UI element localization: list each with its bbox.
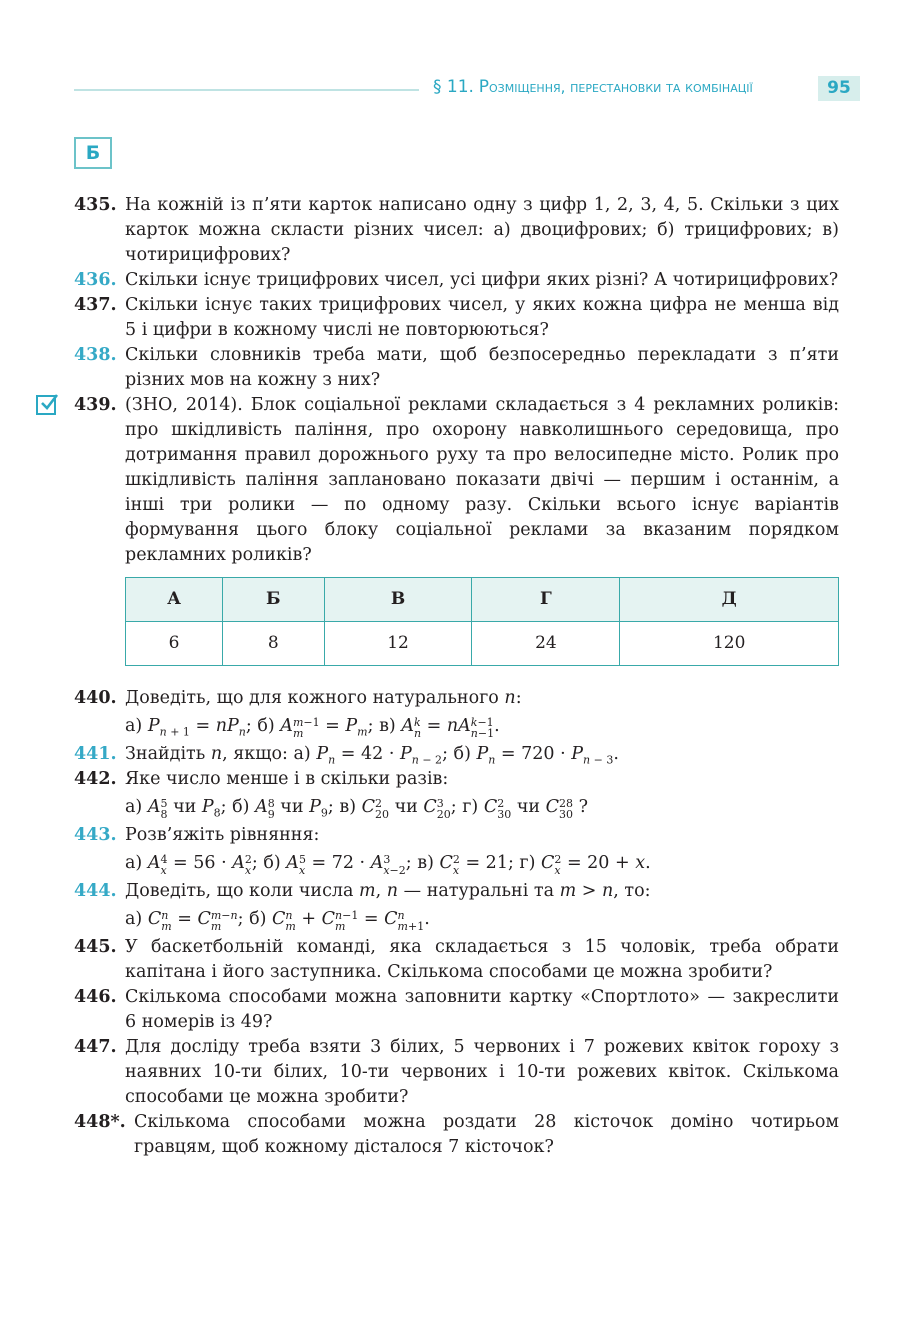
header-rule <box>74 89 419 91</box>
label-b: б) <box>257 716 275 736</box>
problem-441: 441. Знайдіть n, якщо: а) $P_n = 42 \cdot P_{n - 2}$; б) $P_n = 720 \cdot P_{n - 3}$. <box>74 744 619 767</box>
problem-number: 442. <box>74 769 117 789</box>
answer-table-header-row <box>126 578 839 622</box>
label-a: а) <box>125 909 143 929</box>
problem-number: 441. <box>74 744 117 764</box>
problem-number: 445. <box>74 937 117 957</box>
colon: : <box>515 688 522 708</box>
problem-number: 437. <box>74 295 117 315</box>
answer-option-header: Д <box>620 578 839 622</box>
problem-436 <box>74 268 839 293</box>
problem-text: На кожній із п’яти карток написано одну з цифр 1, 2, 3, 4, 5. Скільки з цих карток можна скласти різних чисел: а) двоцифрових; б) трицифрових; в) чотирицифрових? <box>125 195 839 265</box>
label-v: в) <box>339 797 357 817</box>
problem-442-formulas: а) A 5 8 чи $P_8$; б) A 8 9 чи $P_9$; в) C 2 20 чи C 3 20 ; г) C 2 30 чи C 28 30 ? <box>125 796 588 821</box>
difficulty-level-badge: Б <box>74 137 112 169</box>
problem-440-formulas: а) $P_{n + 1} = nP_n$; б) A m−1 m = $P_m$; в) A k n = nA k−1 n−1 . <box>125 715 500 740</box>
problem-text: Скільки існує таких трицифрових чисел, у яких кожна цифра не менша від 5 і цифри в кожному числі не повторюються? <box>125 295 839 340</box>
page-number: 95 <box>818 76 860 101</box>
problem-number: 448*. <box>74 1112 126 1132</box>
section-title-rest: озміщення, перестановки та комбінації <box>489 78 753 96</box>
section-label: § 11. <box>433 77 474 97</box>
label-b: б) <box>232 797 250 817</box>
answer-option-value: 12 <box>324 622 472 666</box>
answer-option-header: Г <box>472 578 620 622</box>
word-chy: чи <box>516 797 541 817</box>
answer-option-header: В <box>324 578 472 622</box>
label-a: а) <box>125 716 143 736</box>
problem-443 <box>74 823 839 876</box>
problem-text: Скільки словників треба мати, щоб безпосередньо перекладати з п’яти різних мов на кожну з них? <box>125 345 839 390</box>
problem-text: Скількома способами можна заповнити картку «Спортлото» — закреслити 6 номерів із 49? <box>125 987 839 1032</box>
answer-table <box>125 577 839 666</box>
problem-text: Яке число менше і в скільки разів: <box>125 769 449 789</box>
problem-number: 440. <box>74 688 117 708</box>
problem-text: Скільки існує трицифрових чисел, усі цифри яких різні? А чотирицифрових? <box>125 270 839 290</box>
problem-text: Для досліду треба взяти 3 білих, 5 червоних і 7 рожевих квіток гороху з наявних 10-ти білих, 10-ти червоних і 10-ти рожевих квіток. Скількома способами це можна зробити? <box>125 1037 839 1107</box>
section-title <box>433 77 753 97</box>
label-g: г) <box>519 853 536 873</box>
label-b: б) <box>249 909 267 929</box>
problems-content <box>74 193 839 1160</box>
problem-text: Розв’яжіть рівняння: <box>125 825 320 845</box>
problem-text-rest: , якщо: <box>222 744 288 764</box>
problem-439 <box>74 393 839 568</box>
problem-438 <box>74 343 839 393</box>
problem-445 <box>74 935 839 985</box>
label-b: б) <box>263 853 281 873</box>
problem-number: 447. <box>74 1037 117 1057</box>
label-a: а) <box>125 797 143 817</box>
label-b: б) <box>453 744 471 764</box>
problem-text: Доведіть, що коли числа <box>125 881 354 901</box>
label-a: а) <box>125 853 143 873</box>
problem-number: 446. <box>74 987 117 1007</box>
problem-440 <box>74 686 839 739</box>
answer-option-value: 120 <box>620 622 839 666</box>
label-v: в) <box>417 853 434 873</box>
problem-number: 436. <box>74 270 117 290</box>
problem-number: 435. <box>74 195 117 215</box>
problem-437 <box>74 293 839 343</box>
problem-number: 439. <box>74 395 117 415</box>
problem-number: 444. <box>74 881 117 901</box>
problem-text: (ЗНО, 2014). Блок соціальної реклами складається з 4 рекламних роликів: про шкідливість паління, про охорону навколишнього середовища, про дотримання правил дорожнього руху та про велосипедне місто. Ролик про шкідливість паління заплановано показати двічі — першим і останнім, а інші три ролики — по одному разу. Скільки всього існує варіантів формування цього блоку соціальної реклами за вказаним порядком рекламних роликів? <box>125 395 839 565</box>
problem-text-end: , то: <box>613 881 651 901</box>
variable-n: n <box>504 688 516 708</box>
problem-number: 438. <box>74 345 117 365</box>
label-v: в) <box>379 716 396 736</box>
problem-444-formulas: а) C n m = C m−n m ; б) C n m + C n−1 m = C n m+1 . <box>125 908 430 933</box>
problem-text-middle: — натуральні та <box>403 881 554 901</box>
word-chy: чи <box>394 797 418 817</box>
problem-442 <box>74 767 839 820</box>
answer-option-header: Б <box>223 578 324 622</box>
problem-448 <box>74 1110 839 1160</box>
problem-text: Доведіть, що для кожного натурального <box>125 688 499 708</box>
problem-446 <box>74 985 839 1035</box>
word-chy: чи <box>280 797 304 817</box>
problem-443-formulas: а) A 4 x = 56 · A 2 x ; б) A 5 x = 72 · A 3 x−2 ; в) C 2 x = 21; г) C 2 x = 20 + x. <box>125 852 651 877</box>
problem-444: 444. Доведіть, що коли числа m, n — натуральні та m > n, то: а) C n m = C m−n m ; б) C n m + C n−1 m = C n m+1 . <box>74 879 839 932</box>
problem-text: Скількома способами можна роздати 28 кісточок доміно чотирьом гравцям, щоб кожному дісталося 7 кісточок? <box>134 1112 839 1157</box>
problem-text: Знайдіть <box>125 744 206 764</box>
checkbox-icon <box>36 395 56 415</box>
variable-n: n <box>210 744 223 764</box>
label-a: а) <box>293 744 311 764</box>
problem-text: У баскетбольній команді, яка складається з 15 чоловік, треба обрати капітана і його заступника. Скількома способами це можна зробити? <box>125 937 839 982</box>
section-title-initial: Р <box>478 77 489 97</box>
answer-table-value-row <box>126 622 839 666</box>
problem-number: 443. <box>74 825 117 845</box>
answer-option-value: 8 <box>223 622 324 666</box>
answer-option-value: 24 <box>472 622 620 666</box>
answer-option-value: 6 <box>126 622 223 666</box>
answer-table-wrap <box>125 577 839 666</box>
word-chy: чи <box>173 797 197 817</box>
problem-447 <box>74 1035 839 1110</box>
problem-435 <box>74 193 839 268</box>
answer-option-header: А <box>126 578 223 622</box>
label-g: г) <box>462 797 479 817</box>
